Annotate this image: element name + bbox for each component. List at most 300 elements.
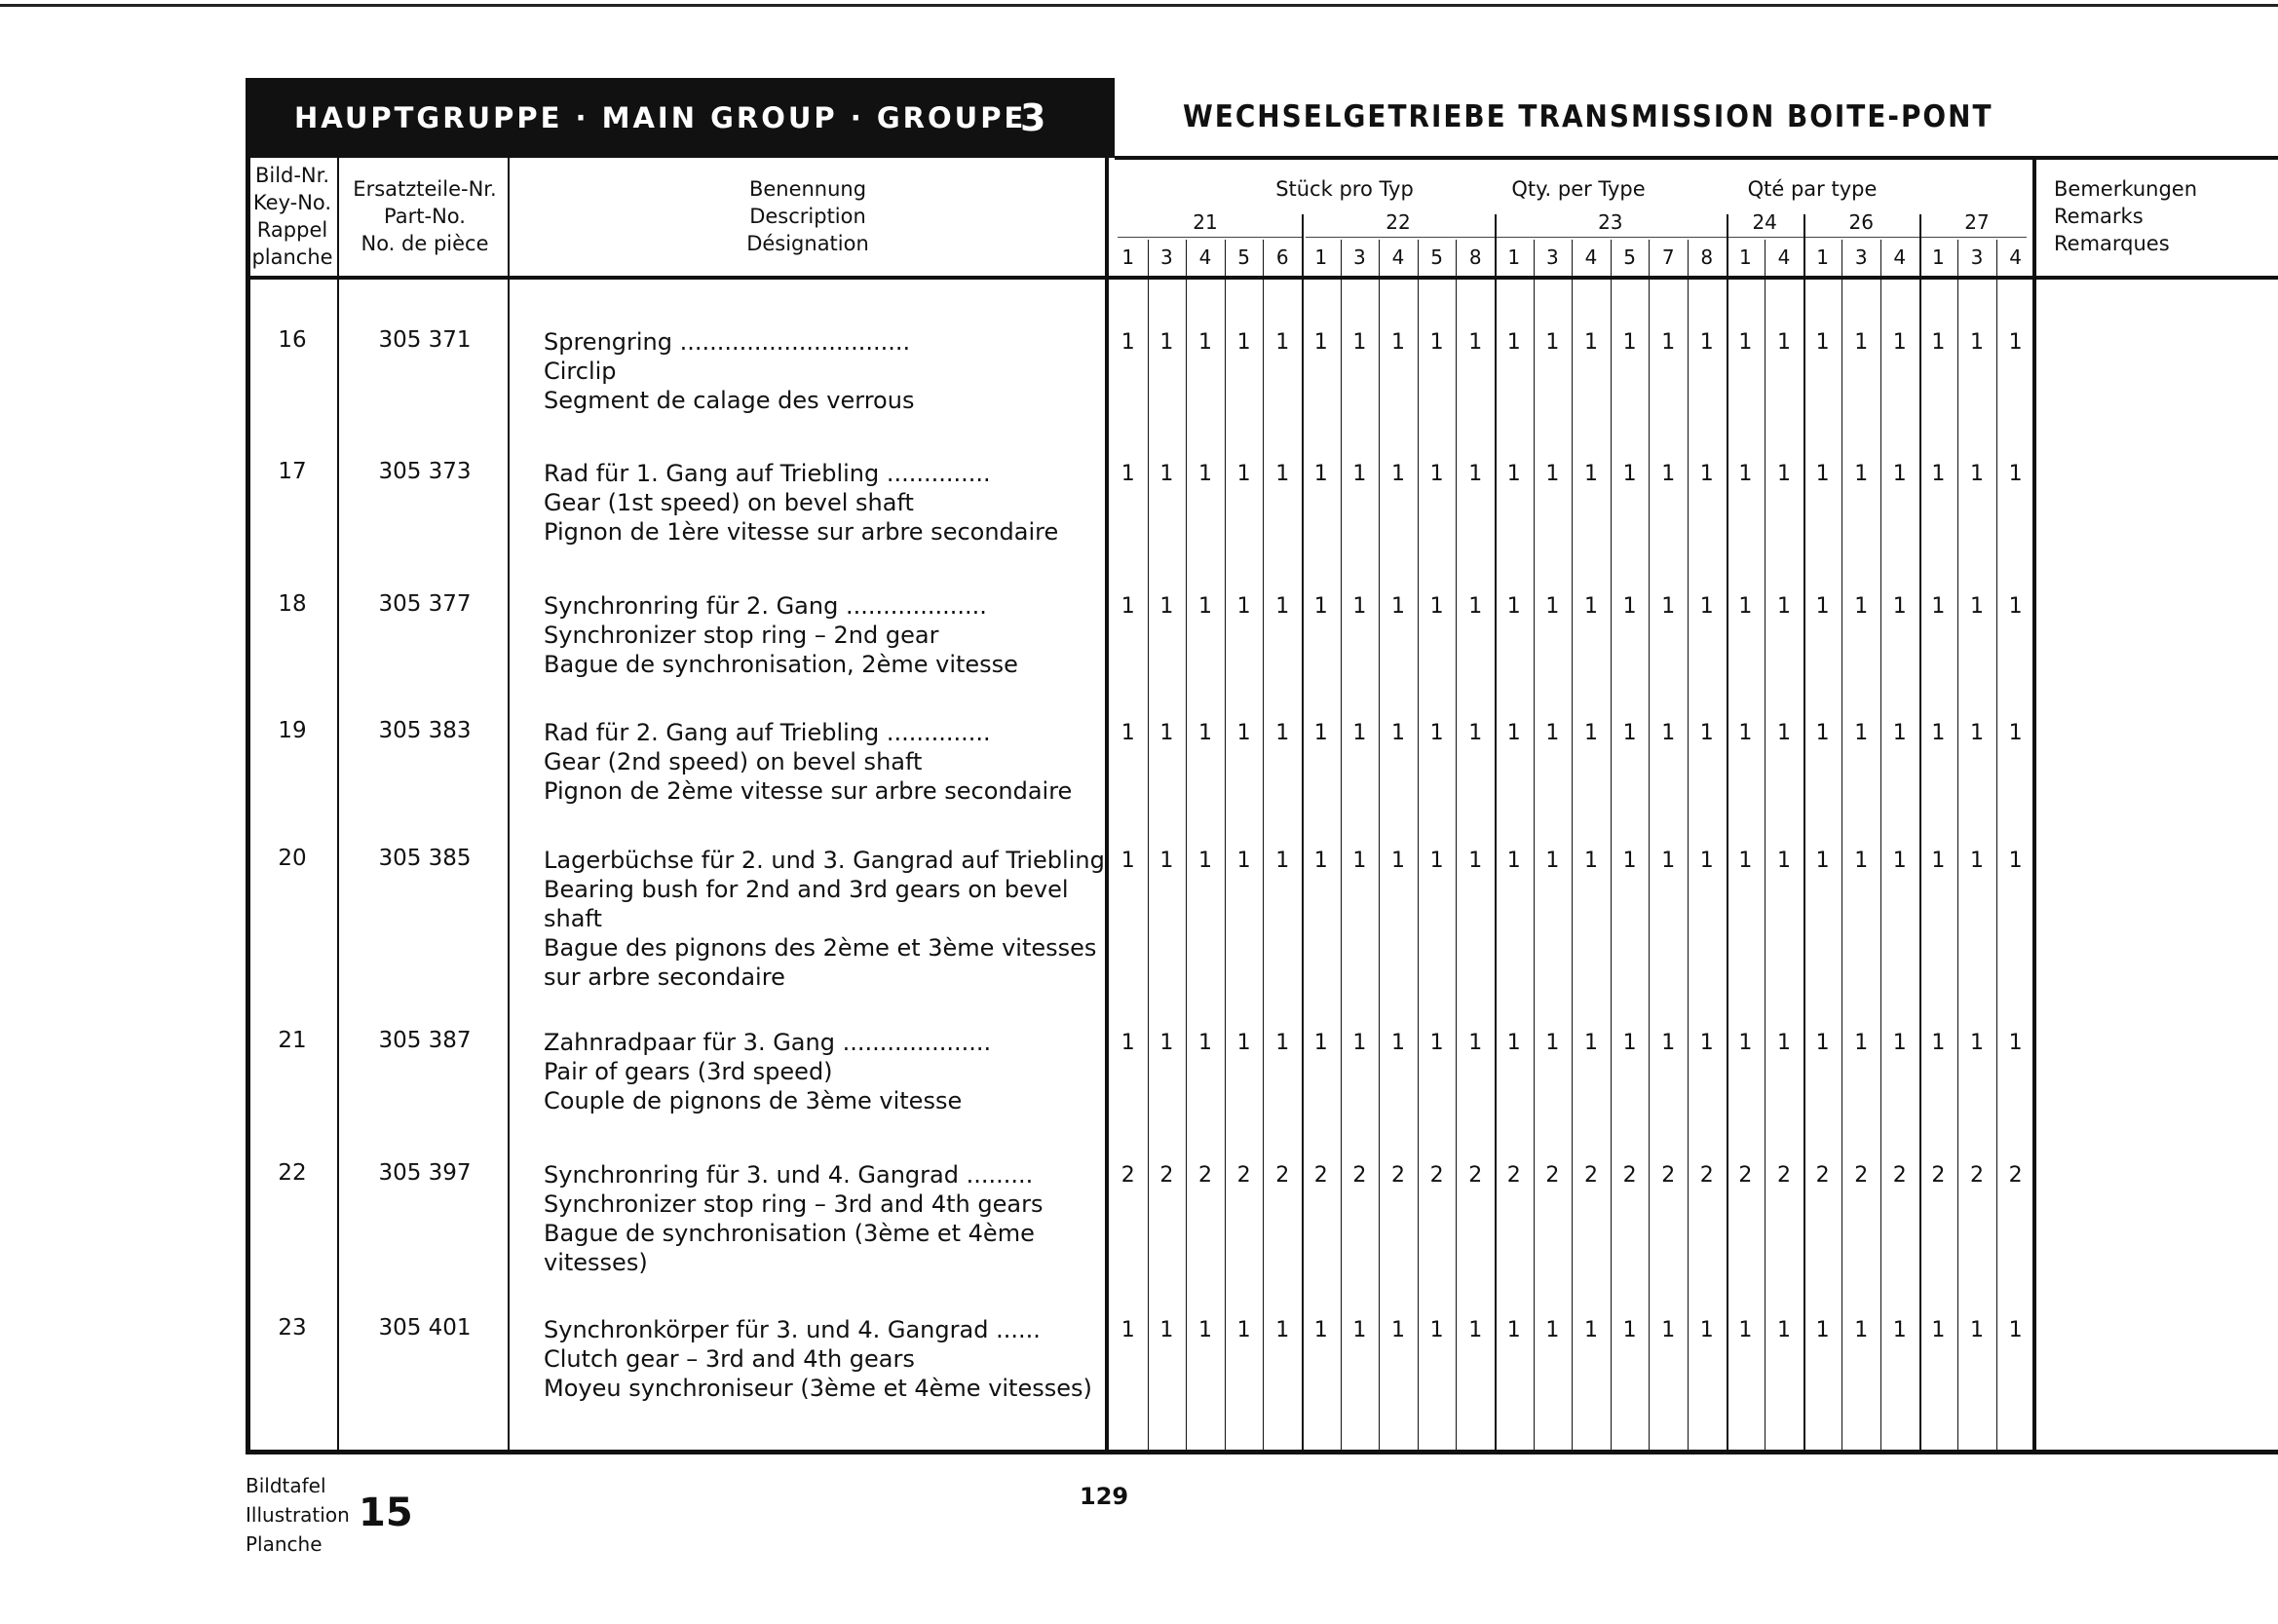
table-top-rule xyxy=(1115,156,2278,160)
row-qty: 1 xyxy=(1313,849,1328,873)
row-qty: 1 xyxy=(1159,1031,1174,1055)
row-qty: 1 xyxy=(2008,462,2023,486)
row-qty: 2 xyxy=(1854,1163,1869,1188)
row-key-no: 21 xyxy=(278,1028,307,1053)
row-qty: 1 xyxy=(1892,721,1907,745)
row-qty: 1 xyxy=(1777,1031,1791,1055)
row-qty: 2 xyxy=(1777,1163,1791,1188)
row-qty: 1 xyxy=(1738,721,1753,745)
row-qty: 1 xyxy=(1236,330,1251,355)
row-qty: 1 xyxy=(1970,721,1984,745)
description-line: Moyeu synchroniseur (3ème et 4ème vitesses) xyxy=(544,1375,1092,1402)
row-qty: 1 xyxy=(1584,1318,1598,1342)
row-qty: 1 xyxy=(1854,1318,1869,1342)
row-qty: 1 xyxy=(1313,594,1328,619)
row-qty: 1 xyxy=(1970,1318,1984,1342)
row-qty: 2 xyxy=(1275,1163,1290,1188)
subtype-label: 4 xyxy=(1198,245,1212,269)
row-qty: 1 xyxy=(1622,721,1637,745)
description-line: Clutch gear – 3rd and 4th gears xyxy=(544,1345,915,1373)
subtype-label: 8 xyxy=(1468,245,1482,269)
row-qty: 1 xyxy=(1699,721,1714,745)
row-key-no: 16 xyxy=(278,327,307,353)
row-qty: 1 xyxy=(1275,849,1290,873)
subtype-divider xyxy=(1263,240,1264,1450)
row-qty: 2 xyxy=(1738,1163,1753,1188)
description-line: Synchronkörper für 3. und 4. Gangrad ...... xyxy=(544,1316,1041,1343)
row-qty: 1 xyxy=(1429,721,1444,745)
description-line: Synchronring für 3. und 4. Gangrad ......... xyxy=(544,1161,1034,1189)
row-qty: 1 xyxy=(1159,1318,1174,1342)
part-header-fr: No. de pièce xyxy=(361,232,489,255)
row-description xyxy=(544,718,1072,806)
row-qty: 1 xyxy=(1931,1318,1946,1342)
row-qty: 1 xyxy=(1661,721,1676,745)
row-qty: 1 xyxy=(1738,849,1753,873)
row-qty: 1 xyxy=(1545,330,1560,355)
row-qty: 2 xyxy=(1159,1163,1174,1188)
row-qty: 1 xyxy=(1622,330,1637,355)
row-qty: 1 xyxy=(1120,721,1135,745)
row-qty: 2 xyxy=(1391,1163,1405,1188)
illustration-labels xyxy=(246,1471,350,1559)
subtype-divider xyxy=(1688,240,1689,1450)
row-qty: 1 xyxy=(1622,462,1637,486)
row-qty: 1 xyxy=(1584,721,1598,745)
description-line: Synchronizer stop ring – 3rd and 4th gears xyxy=(544,1190,1044,1218)
row-qty: 1 xyxy=(1506,721,1521,745)
row-qty: 1 xyxy=(2008,849,2023,873)
row-key-no: 19 xyxy=(278,718,307,743)
row-qty: 1 xyxy=(1892,330,1907,355)
row-qty: 1 xyxy=(1159,594,1174,619)
row-qty: 1 xyxy=(1429,849,1444,873)
row-qty: 1 xyxy=(1352,462,1367,486)
subtype-divider xyxy=(1649,240,1650,1450)
row-qty: 1 xyxy=(1854,721,1869,745)
subtype-label: 6 xyxy=(1275,245,1289,269)
row-qty: 1 xyxy=(1931,721,1946,745)
row-qty: 1 xyxy=(1429,594,1444,619)
description-line: Gear (1st speed) on bevel shaft xyxy=(544,489,914,516)
row-description xyxy=(544,459,1058,547)
row-qty: 2 xyxy=(1120,1163,1135,1188)
row-qty: 1 xyxy=(1468,330,1483,355)
row-qty: 1 xyxy=(1352,594,1367,619)
row-description xyxy=(544,1315,1092,1403)
subtype-label: 3 xyxy=(1546,245,1559,269)
row-qty: 1 xyxy=(1738,1031,1753,1055)
row-qty: 1 xyxy=(1545,1318,1560,1342)
row-key-no: 22 xyxy=(278,1160,307,1186)
description-line: Bearing bush for 2nd and 3rd gears on bevel xyxy=(544,876,1069,903)
row-qty: 1 xyxy=(1931,594,1946,619)
row-qty: 1 xyxy=(1738,594,1753,619)
subtype-divider xyxy=(1572,240,1573,1450)
subtype-label: 4 xyxy=(1893,245,1907,269)
row-description xyxy=(544,1160,1043,1277)
row-part-no: 305 387 xyxy=(378,1028,472,1053)
desc-header-en: Description xyxy=(749,205,866,228)
row-qty: 1 xyxy=(1931,462,1946,486)
description-line: shaft xyxy=(544,905,602,932)
row-qty: 1 xyxy=(2008,721,2023,745)
row-qty: 2 xyxy=(1815,1163,1830,1188)
row-key-no: 17 xyxy=(278,459,307,484)
row-qty: 1 xyxy=(1815,1031,1830,1055)
row-qty: 1 xyxy=(1391,330,1405,355)
row-qty: 1 xyxy=(1892,849,1907,873)
row-qty: 1 xyxy=(1198,1318,1212,1342)
description-line: sur arbre secondaire xyxy=(544,963,785,991)
illustration-label-fr: Planche xyxy=(246,1532,323,1556)
row-qty: 1 xyxy=(1815,849,1830,873)
row-qty: 2 xyxy=(1236,1163,1251,1188)
row-qty: 1 xyxy=(1275,594,1290,619)
row-qty: 1 xyxy=(1815,594,1830,619)
row-qty: 1 xyxy=(1313,330,1328,355)
illustration-label-de: Bildtafel xyxy=(246,1474,326,1497)
row-qty: 1 xyxy=(1391,721,1405,745)
remarks-header-de: Bemerkungen xyxy=(2054,177,2198,201)
type-group-label: 23 xyxy=(1598,210,1623,234)
row-description xyxy=(544,1028,991,1115)
group-number: 3 xyxy=(1020,96,1049,139)
row-qty: 1 xyxy=(1159,330,1174,355)
row-qty: 1 xyxy=(1892,1318,1907,1342)
row-qty: 1 xyxy=(1429,1031,1444,1055)
type-group-label: 27 xyxy=(1964,210,1990,234)
row-qty: 2 xyxy=(1545,1163,1560,1188)
row-part-no: 305 401 xyxy=(378,1315,472,1341)
subtype-label: 4 xyxy=(1391,245,1405,269)
row-qty: 1 xyxy=(1584,330,1598,355)
row-key-no: 18 xyxy=(278,591,307,617)
row-qty: 1 xyxy=(1584,1031,1598,1055)
row-qty: 1 xyxy=(2008,1318,2023,1342)
row-qty: 1 xyxy=(1661,330,1676,355)
row-qty: 1 xyxy=(1738,462,1753,486)
subtype-divider xyxy=(1341,240,1342,1450)
row-qty: 1 xyxy=(1699,1318,1714,1342)
row-qty: 1 xyxy=(1313,1031,1328,1055)
row-qty: 1 xyxy=(1236,1318,1251,1342)
remarks-header-en: Remarks xyxy=(2054,205,2144,228)
row-qty: 1 xyxy=(1931,330,1946,355)
qty-title-en: Qty. per Type xyxy=(1511,177,1646,201)
row-qty: 1 xyxy=(1236,462,1251,486)
row-qty: 1 xyxy=(1313,1318,1328,1342)
row-qty: 1 xyxy=(1159,721,1174,745)
row-qty: 1 xyxy=(1352,330,1367,355)
subtype-divider xyxy=(1957,240,1958,1450)
description-line: Lagerbüchse für 2. und 3. Gangrad auf Triebling xyxy=(544,847,1105,874)
row-qty: 1 xyxy=(1661,1031,1676,1055)
description-line: Segment de calage des verrous xyxy=(544,387,915,414)
qty-title-fr: Qté par type xyxy=(1747,177,1878,201)
description-header xyxy=(510,175,1106,257)
row-qty: 1 xyxy=(1661,849,1676,873)
row-description xyxy=(544,846,1105,992)
subtype-label: 4 xyxy=(1777,245,1791,269)
row-qty: 1 xyxy=(1159,849,1174,873)
row-part-no: 305 385 xyxy=(378,846,472,871)
row-qty: 1 xyxy=(2008,594,2023,619)
row-qty: 1 xyxy=(1429,330,1444,355)
row-qty: 1 xyxy=(1970,849,1984,873)
row-qty: 1 xyxy=(1468,462,1483,486)
qty-title-de: Stück pro Typ xyxy=(1275,177,1414,201)
row-qty: 1 xyxy=(1236,594,1251,619)
row-qty: 1 xyxy=(1120,462,1135,486)
row-qty: 1 xyxy=(1159,462,1174,486)
description-line: Synchronizer stop ring – 2nd gear xyxy=(544,622,939,649)
row-qty: 1 xyxy=(1970,330,1984,355)
row-qty: 1 xyxy=(1120,1318,1135,1342)
row-key-no: 23 xyxy=(278,1315,307,1341)
illustration-number: 15 xyxy=(359,1491,413,1535)
subtype-label: 5 xyxy=(1237,245,1250,269)
row-qty: 2 xyxy=(1429,1163,1444,1188)
description-line: Couple de pignons de 3ème vitesse xyxy=(544,1087,963,1114)
row-description xyxy=(544,327,914,415)
row-qty: 1 xyxy=(1584,594,1598,619)
description-line: Pignon de 2ème vitesse sur arbre secondaire xyxy=(544,777,1073,805)
row-qty: 1 xyxy=(1661,1318,1676,1342)
subtype-label: 1 xyxy=(1314,245,1328,269)
row-qty: 1 xyxy=(1198,721,1212,745)
description-line: Gear (2nd speed) on bevel shaft xyxy=(544,748,923,775)
subtype-label: 1 xyxy=(1816,245,1829,269)
page-number: 129 xyxy=(1080,1483,1129,1510)
subtype-label: 3 xyxy=(1160,245,1173,269)
subtype-divider xyxy=(1418,240,1419,1450)
row-qty: 1 xyxy=(1777,594,1791,619)
row-qty: 2 xyxy=(1584,1163,1598,1188)
row-qty: 1 xyxy=(2008,1031,2023,1055)
row-qty: 1 xyxy=(1854,462,1869,486)
subtype-label: 3 xyxy=(1854,245,1868,269)
subtype-divider xyxy=(1186,240,1187,1450)
row-part-no: 305 377 xyxy=(378,591,472,617)
row-description xyxy=(544,591,1018,679)
desc-header-fr: Désignation xyxy=(746,232,869,255)
row-qty: 1 xyxy=(1622,1031,1637,1055)
subtype-label: 5 xyxy=(1430,245,1443,269)
row-qty: 1 xyxy=(1120,330,1135,355)
row-qty: 1 xyxy=(1313,462,1328,486)
row-qty: 2 xyxy=(2008,1163,2023,1188)
key-header-fr: Rappel xyxy=(256,218,328,242)
row-qty: 1 xyxy=(1854,594,1869,619)
row-qty: 1 xyxy=(1275,1318,1290,1342)
description-line: Sprengring ............................... xyxy=(544,328,911,356)
subtype-divider xyxy=(1996,240,1997,1450)
row-qty: 2 xyxy=(1622,1163,1637,1188)
subtype-divider xyxy=(1919,214,1921,1450)
row-qty: 1 xyxy=(1468,849,1483,873)
subtype-divider xyxy=(1148,240,1149,1450)
subtype-rule-left xyxy=(1118,237,1303,238)
top-edge-line xyxy=(0,4,2278,7)
subtype-divider xyxy=(1727,214,1728,1450)
row-qty: 1 xyxy=(1815,330,1830,355)
key-no-header xyxy=(246,162,339,271)
subtype-divider xyxy=(1225,240,1226,1450)
row-qty: 1 xyxy=(1622,594,1637,619)
row-part-no: 305 373 xyxy=(378,459,472,484)
row-qty: 1 xyxy=(1352,849,1367,873)
part-no-header xyxy=(341,175,509,257)
remarks-header-fr: Remarques xyxy=(2054,232,2170,255)
table-bottom-rule xyxy=(246,1450,2278,1454)
row-qty: 1 xyxy=(1777,1318,1791,1342)
subtype-label: 1 xyxy=(1507,245,1521,269)
row-qty: 1 xyxy=(1468,721,1483,745)
row-qty: 1 xyxy=(1738,1318,1753,1342)
row-qty: 1 xyxy=(1275,462,1290,486)
row-qty: 1 xyxy=(1699,1031,1714,1055)
row-qty: 1 xyxy=(1198,849,1212,873)
main-group-banner xyxy=(246,78,1115,158)
row-qty: 1 xyxy=(1661,594,1676,619)
subtype-label: 4 xyxy=(2009,245,2022,269)
illustration-label-en: Illustration xyxy=(246,1503,350,1527)
row-qty: 1 xyxy=(1275,721,1290,745)
row-qty: 2 xyxy=(1313,1163,1328,1188)
subtype-label: 4 xyxy=(1584,245,1598,269)
description-line: Rad für 2. Gang auf Triebling .............. xyxy=(544,719,991,746)
row-qty: 1 xyxy=(1545,721,1560,745)
row-qty: 1 xyxy=(1468,1318,1483,1342)
row-qty: 1 xyxy=(1468,1031,1483,1055)
row-qty: 1 xyxy=(1892,594,1907,619)
row-qty: 1 xyxy=(1506,1031,1521,1055)
row-qty: 1 xyxy=(1429,1318,1444,1342)
subtype-label: 3 xyxy=(1970,245,1984,269)
row-qty: 1 xyxy=(1854,1031,1869,1055)
subtype-label: 1 xyxy=(1121,245,1135,269)
row-qty: 1 xyxy=(1120,1031,1135,1055)
description-line: Synchronring für 2. Gang ................... xyxy=(544,592,987,620)
description-line: Bague de synchronisation, 2ème vitesse xyxy=(544,651,1018,678)
row-qty: 1 xyxy=(1236,721,1251,745)
row-qty: 1 xyxy=(1892,462,1907,486)
row-qty: 1 xyxy=(1777,721,1791,745)
row-qty: 2 xyxy=(1699,1163,1714,1188)
subtype-divider xyxy=(1495,214,1497,1450)
row-qty: 1 xyxy=(1622,849,1637,873)
row-qty: 1 xyxy=(1545,849,1560,873)
row-qty: 1 xyxy=(1120,594,1135,619)
row-qty: 1 xyxy=(1506,462,1521,486)
row-qty: 1 xyxy=(1854,330,1869,355)
row-qty: 1 xyxy=(1970,594,1984,619)
row-qty: 1 xyxy=(1738,330,1753,355)
description-line: Rad für 1. Gang auf Triebling .............. xyxy=(544,460,991,487)
row-qty: 1 xyxy=(1198,594,1212,619)
row-qty: 1 xyxy=(1391,1031,1405,1055)
row-qty: 2 xyxy=(1352,1163,1367,1188)
main-group-label: HAUPTGRUPPE · MAIN GROUP · GROUPE xyxy=(294,101,1027,134)
subtype-label: 7 xyxy=(1661,245,1675,269)
subtype-divider xyxy=(1302,214,1304,1450)
row-qty: 1 xyxy=(1970,1031,1984,1055)
row-qty: 1 xyxy=(1198,330,1212,355)
row-qty: 1 xyxy=(1391,462,1405,486)
description-line: vitesses) xyxy=(544,1249,648,1276)
row-qty: 2 xyxy=(1198,1163,1212,1188)
row-part-no: 305 397 xyxy=(378,1160,472,1186)
row-qty: 1 xyxy=(1699,462,1714,486)
row-qty: 1 xyxy=(1506,330,1521,355)
row-qty: 1 xyxy=(1970,462,1984,486)
row-part-no: 305 371 xyxy=(378,327,472,353)
row-qty: 1 xyxy=(1699,594,1714,619)
row-qty: 1 xyxy=(1815,721,1830,745)
type-group-label: 22 xyxy=(1386,210,1411,234)
row-qty: 1 xyxy=(1777,330,1791,355)
row-qty: 2 xyxy=(1970,1163,1984,1188)
subtype-divider xyxy=(1841,240,1842,1450)
description-line: Bague des pignons des 2ème et 3ème vitesses xyxy=(544,934,1097,962)
description-line: Bague de synchronisation (3ème et 4ème xyxy=(544,1220,1035,1247)
row-qty: 1 xyxy=(1352,721,1367,745)
key-header-fr2: planche xyxy=(251,245,333,269)
row-qty: 1 xyxy=(1236,1031,1251,1055)
subtype-divider xyxy=(1611,240,1612,1450)
header-bottom-rule xyxy=(246,276,2278,280)
row-qty: 1 xyxy=(1661,462,1676,486)
row-qty: 2 xyxy=(1468,1163,1483,1188)
row-qty: 1 xyxy=(1275,330,1290,355)
row-qty: 2 xyxy=(1892,1163,1907,1188)
row-qty: 1 xyxy=(1545,594,1560,619)
type-group-label: 26 xyxy=(1848,210,1874,234)
row-qty: 1 xyxy=(2008,330,2023,355)
row-qty: 1 xyxy=(1931,1031,1946,1055)
key-header-en: Key-No. xyxy=(252,191,332,214)
page-title: WECHSELGETRIEBE TRANSMISSION BOITE-PONT xyxy=(1183,99,1993,134)
row-qty: 1 xyxy=(1892,1031,1907,1055)
row-qty: 1 xyxy=(1352,1318,1367,1342)
row-qty: 1 xyxy=(1699,849,1714,873)
subtype-divider xyxy=(1803,214,1805,1450)
row-qty: 1 xyxy=(1699,330,1714,355)
row-qty: 2 xyxy=(1506,1163,1521,1188)
subtype-divider xyxy=(1880,240,1881,1450)
key-header-de: Bild-Nr. xyxy=(254,164,330,187)
row-key-no: 20 xyxy=(278,846,307,871)
subtype-label: 1 xyxy=(1932,245,1945,269)
subtype-label: 1 xyxy=(1739,245,1752,269)
row-qty: 1 xyxy=(1545,462,1560,486)
row-qty: 1 xyxy=(1545,1031,1560,1055)
type-group-label: 24 xyxy=(1752,210,1777,234)
row-qty: 1 xyxy=(1313,721,1328,745)
row-qty: 1 xyxy=(1777,849,1791,873)
row-qty: 1 xyxy=(1815,1318,1830,1342)
row-qty: 1 xyxy=(1198,1031,1212,1055)
subtype-label: 5 xyxy=(1623,245,1636,269)
row-qty: 1 xyxy=(1815,462,1830,486)
row-qty: 1 xyxy=(1777,462,1791,486)
row-qty: 1 xyxy=(1120,849,1135,873)
part-header-en: Part-No. xyxy=(384,205,466,228)
row-qty: 1 xyxy=(1429,462,1444,486)
row-qty: 1 xyxy=(1506,1318,1521,1342)
row-qty: 1 xyxy=(1391,594,1405,619)
